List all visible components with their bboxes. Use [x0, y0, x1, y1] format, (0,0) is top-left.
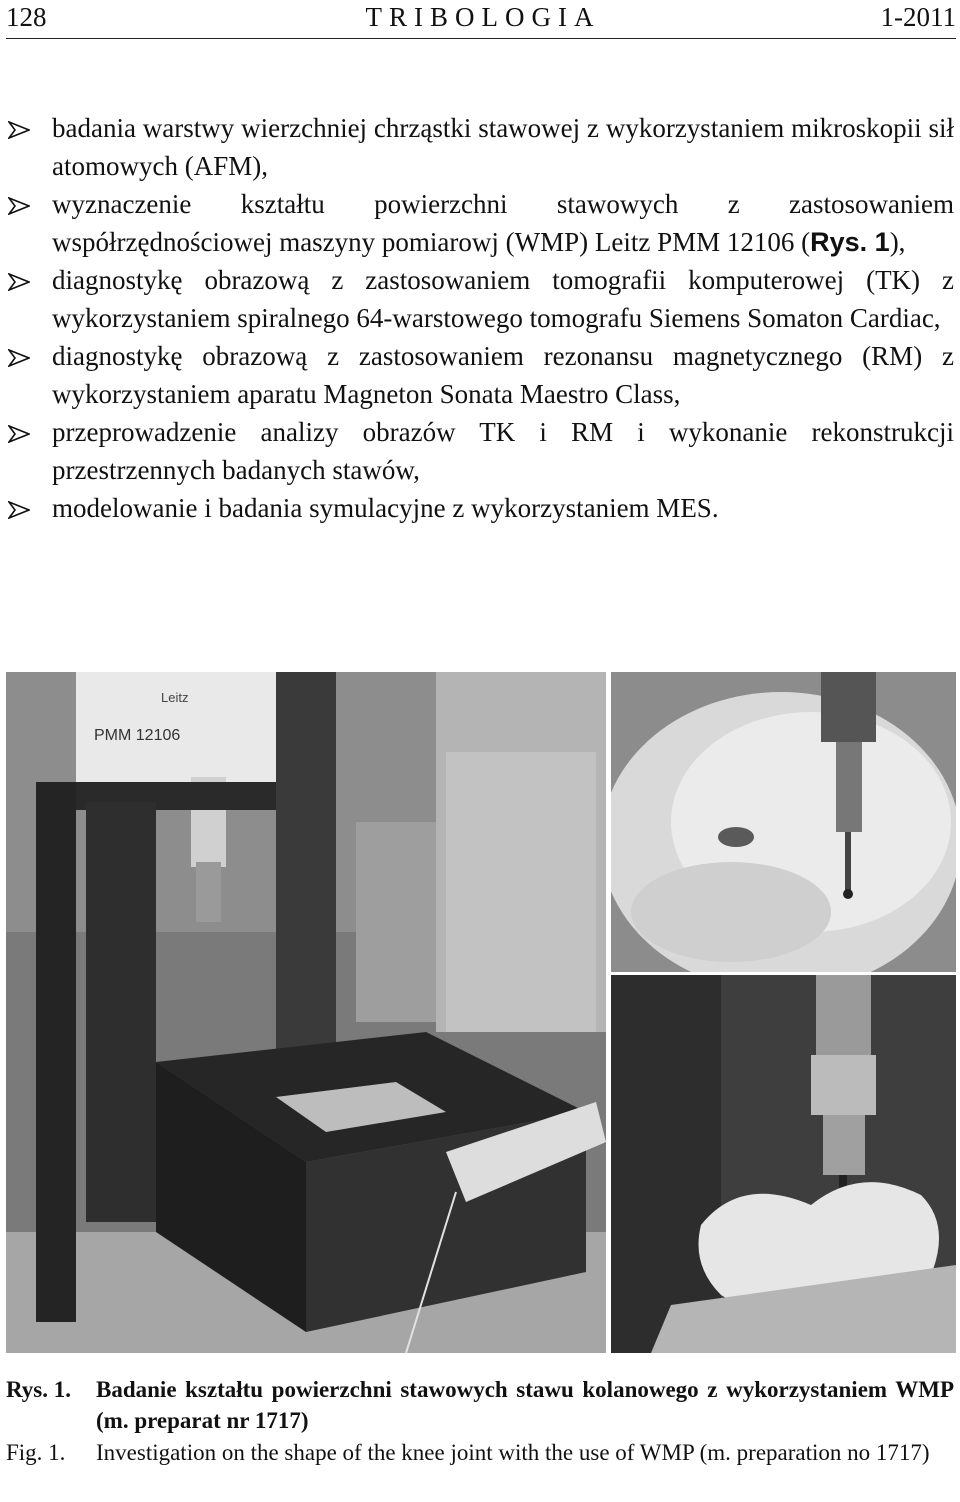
- caption-text: Investigation on the shape of the knee joint with the use of WMP (m. preparation no 1717): [96, 1440, 930, 1465]
- caption-label: Fig. 1.: [6, 1440, 66, 1465]
- list-item-text-end: ),: [889, 227, 906, 257]
- caption-label: Rys. 1.: [6, 1377, 72, 1402]
- bullet-list: [6, 109, 954, 527]
- machine-label: PMM 12106: [94, 727, 181, 744]
- list-item-text: wyznaczenie kształtu powierzchni stawowych z zastosowaniem współrzędnościowej maszyny pomiarowj (WMP) Leitz PMM 12106 (: [52, 189, 954, 257]
- arrow-bullet-icon: [6, 413, 36, 451]
- list-item-text: modelowanie i badania symulacyjne z wykorzystaniem MES.: [52, 493, 719, 523]
- arrow-bullet-icon: [6, 489, 36, 527]
- arrow-bullet-icon: [6, 261, 36, 299]
- running-header: [6, 0, 960, 36]
- page-number: 128: [6, 2, 47, 32]
- cmm-machine-photo: [6, 672, 606, 1353]
- figure-caption-pl: [6, 1374, 954, 1436]
- list-item: [6, 489, 954, 527]
- list-item: [6, 109, 954, 185]
- journal-title: TRIBOLOGIA: [365, 2, 601, 32]
- brand-label: Leitz: [161, 690, 189, 705]
- arrow-bullet-icon: [6, 109, 36, 147]
- list-item: [6, 261, 954, 337]
- probe-closeup-photo-top: [611, 672, 956, 972]
- list-item-text: badania warstwy wierzchniej chrząstki stawowej z wykorzystaniem mikroskopii sił atomowych (AFM),: [52, 113, 954, 181]
- header-rule: [6, 38, 956, 39]
- list-item-text: diagnostykę obrazową z zastosowaniem rezonansu magnetycznego (RM) z wykorzystaniem aparatu Magneton Sonata Maestro Class,: [52, 341, 954, 409]
- list-item: [6, 185, 954, 261]
- issue-number: 1-2011: [880, 2, 956, 32]
- list-item-text: diagnostykę obrazową z zastosowaniem tomografii komputerowej (TK) z wykorzystaniem spiralnego 64-warstowego tomografu Siemens Somaton Cardiac,: [52, 265, 954, 333]
- figure-reference-link[interactable]: Rys. 1: [810, 227, 890, 257]
- list-item-text: przeprowadzenie analizy obrazów TK i RM i wykonanie rekonstrukcji przestrzennych badanych stawów,: [52, 417, 954, 485]
- arrow-bullet-icon: [6, 337, 36, 375]
- list-item: [6, 413, 954, 489]
- list-item: [6, 337, 954, 413]
- arrow-bullet-icon: [6, 185, 36, 223]
- probe-closeup-photo-bottom: [611, 975, 956, 1353]
- caption-text: Badanie kształtu powierzchni stawowych stawu kolanowego z wykorzystaniem WMP (m. preparat nr 1717): [96, 1377, 954, 1433]
- figure-caption-en: [6, 1437, 954, 1468]
